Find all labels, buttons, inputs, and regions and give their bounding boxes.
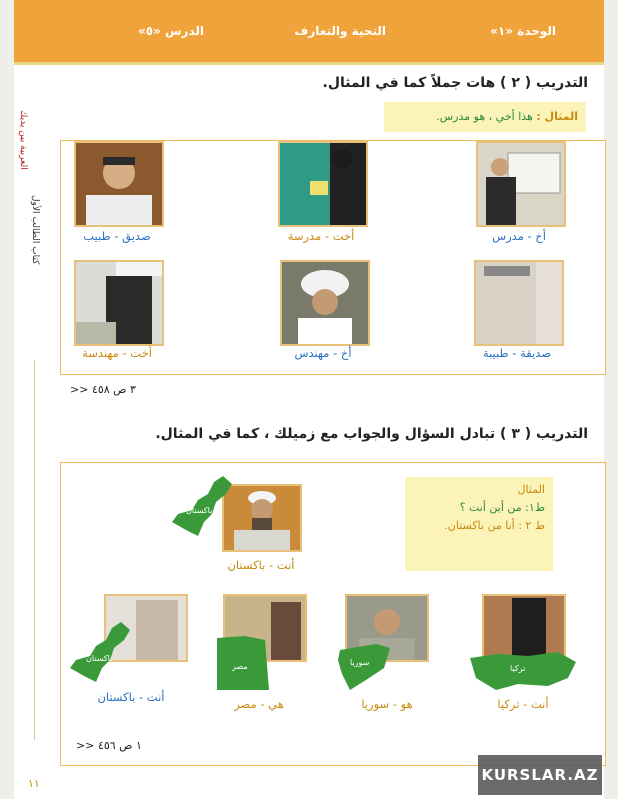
caption-3: صديق - طبيب [83,229,151,243]
pakistan-map-2-label: باكستان [86,654,113,663]
caption-syria: هو - سوريا [361,697,413,711]
photo-doctor [74,141,164,227]
photo-female-engineer [74,260,164,346]
photo-female-teacher [278,141,368,227]
example3-answer: ط ٢ : أنا من باكستان. [444,519,545,532]
book-title: كتاب الطالب الأول [30,195,40,265]
example-label: المثال : [536,110,578,123]
syria-map-label: سوريا [350,658,370,667]
exercise2-reference: >> ٣ ص ٤٥٨ [70,383,136,396]
exercise3-example [405,477,553,571]
exercise2-example [384,102,586,132]
pakistan-map-label: باكستان [186,506,213,515]
side-margin [18,90,44,760]
margin-rule [34,360,35,740]
watermark: KURSLAR.AZ [478,755,602,795]
caption-2: أخت - مدرسة [287,229,355,243]
example3-question: ط١: من أين أنت ؟ [459,501,545,514]
caption-pakistan: أنت - باكستان [97,690,165,704]
example-text: هذا أخي ، هو مدرس. [436,110,533,123]
photo-teacher [476,141,566,227]
photo-engineer [280,260,370,346]
featured-caption: أنت - باكستان [227,558,295,572]
caption-egypt: هي - مصر [234,697,284,711]
caption-turkey: أنت - تركيا [497,697,549,711]
exercise3-reference: >> ١ ص ٤٥٦ [76,739,142,752]
turkey-map-label: تركيا [510,664,526,673]
unit-label: الوحدة «١» [490,24,556,38]
example3-label: المثال [517,483,545,496]
photo-female-doctor [474,260,564,346]
page-number: ١١ [28,777,40,790]
lesson-label: الدرس «٥» [137,24,204,38]
caption-1: أخ - مدرس [492,229,546,243]
caption-5: أخ - مهندس [294,346,352,360]
caption-4: صديقة - طبيبة [482,346,552,360]
topic-label: التحية والتعارف [294,24,386,38]
caption-6: أخت - مهندسة [82,346,152,360]
egypt-map-label: مصر [232,662,248,671]
unit-header-banner [14,0,604,65]
exercise3-title: التدريب ( ٣ ) تبادل السؤال والجواب مع زميلك ، كما في المثال. [155,426,588,442]
exercise2-title: التدريب ( ٢ ) هات جملاً كما في المثال. [322,75,588,91]
series-title: العربية بين يديك [18,110,28,170]
